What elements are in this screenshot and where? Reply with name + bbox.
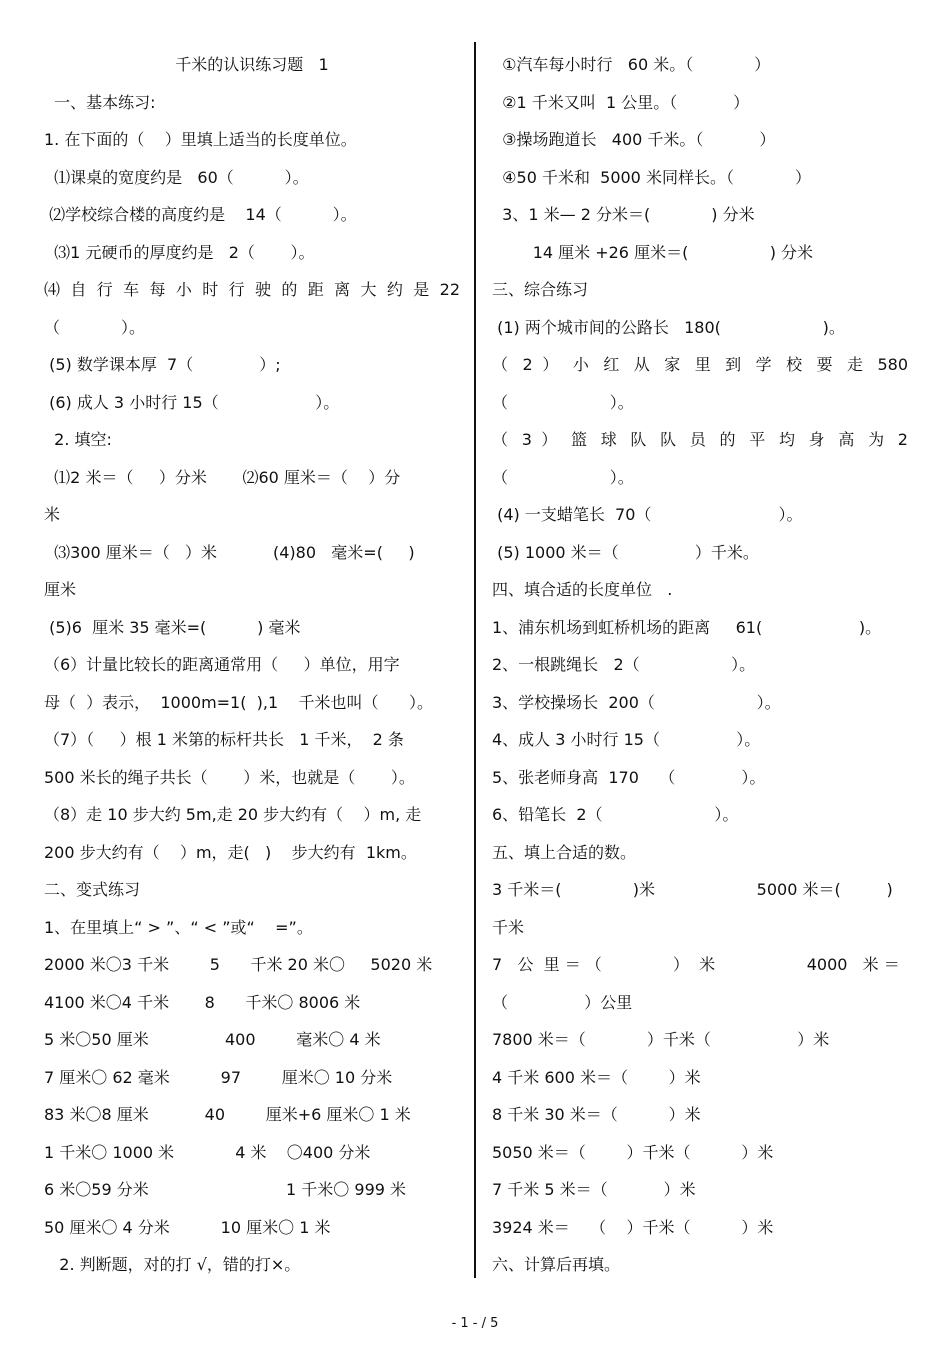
left-column-line: 50 厘米〇 4 分米 10 厘米〇 1 米 <box>44 1217 331 1237</box>
left-column-line: (5)6 厘米 35 毫米=( ) 毫米 <box>44 617 301 637</box>
left-column-line: ⑶1 元硬币的厚度约是 2（ ）。 <box>44 242 315 262</box>
left-column-line: 83 米〇8 厘米 40 厘米+6 厘米〇 1 米 <box>44 1105 411 1124</box>
left-column <box>44 46 460 1284</box>
page-number: - 1 - / 5 <box>451 1316 499 1331</box>
left-column-line: ⑴2 米＝（ ）分米 ⑵60 厘米＝（ ）分 <box>44 467 401 487</box>
right-column-line: 3、1 米— 2 分米＝( ) 分米 <box>492 205 755 224</box>
right-column-line: 3 千米＝( )米 5000 米＝( ) <box>492 880 893 899</box>
right-column-line: 千米 <box>492 917 525 937</box>
right-column-line: 三、综合练习 <box>492 280 589 299</box>
right-column-line: 8 千米 30 米＝（ ）米 <box>492 1105 701 1124</box>
right-column-line: （ 2 ） 小 红 从 家 里 到 学 校 要 走 580 <box>492 355 908 374</box>
right-column-line: （ ）公里 <box>492 992 633 1012</box>
right-column-line: 3、学校操场长 200（ ）。 <box>492 692 781 712</box>
left-column-line: 1、在里填上“ > ”、“ < ”或“ =”。 <box>44 917 313 937</box>
right-column-line: 六、计算后再填。 <box>492 1255 621 1274</box>
left-column-line: 一、基本练习: <box>44 92 156 112</box>
right-column-line: （ 3 ） 篮 球 队 队 员 的 平 均 身 高 为 2 <box>492 430 908 449</box>
left-column-line: 2. 判断题，对的打 √，错的打×。 <box>44 1255 301 1274</box>
left-column-line: 7 厘米〇 62 毫米 97 厘米〇 10 分米 <box>44 1067 393 1087</box>
left-column-line: 厘米 <box>44 580 77 599</box>
right-column-line: 5、张老师身高 170 （ ）。 <box>492 767 766 787</box>
right-column-line: (4) 一支蜡笔长 70（ ）。 <box>492 505 803 524</box>
left-column-line: 1 千米〇 1000 米 4 米 〇400 分米 <box>44 1142 371 1162</box>
right-column-line: 14 厘米 +26 厘米＝( ) 分米 <box>492 242 814 262</box>
left-column-line: (5) 数学课本厚 7（ ）; <box>44 355 281 374</box>
left-column-line: 5 米〇50 厘米 400 毫米〇 4 米 <box>44 1030 381 1049</box>
left-column-line: 4100 米〇4 千米 8 千米〇 8006 米 <box>44 992 361 1012</box>
right-column-line: 4 千米 600 米＝（ ）米 <box>492 1067 701 1087</box>
right-column-line: （ ）。 <box>492 467 634 487</box>
left-column-line: ⑴课桌的宽度约是 60（ ）。 <box>44 167 309 187</box>
right-column-line: 7 公 里 ＝ （ ） 米 4000 米 ＝ <box>492 955 900 974</box>
right-column-line: 1、浦东机场到虹桥机场的距离 61( )。 <box>492 617 882 637</box>
right-column-line: ③操场跑道长 400 千米。（ ） <box>492 130 776 149</box>
left-column-line: 千米的认识练习题 1 <box>175 55 329 74</box>
right-column-line: 5050 米＝（ ）千米（ ）米 <box>492 1142 774 1162</box>
right-column-line: 3924 米＝ （ ）千米（ ）米 <box>492 1217 774 1237</box>
left-column-line: 6 米〇59 分米 1 千米〇 999 米 <box>44 1180 407 1199</box>
right-column-line: 7800 米＝（ ）千米（ ）米 <box>492 1030 830 1049</box>
right-column-line: ②1 千米又叫 1 公里。（ ） <box>492 92 750 112</box>
right-column-line: 4、成人 3 小时行 15（ ）。 <box>492 730 761 749</box>
right-column-line: (1) 两个城市间的公路长 180( )。 <box>492 317 845 337</box>
left-column-line: （6）计量比较长的距离通常用（ ）单位，用字 <box>44 655 400 674</box>
right-column-line: 2、一根跳绳长 2（ ）。 <box>492 655 756 674</box>
right-column-line: 五、填上合适的数。 <box>492 842 637 862</box>
right-column-line: （ ）。 <box>492 392 634 412</box>
left-column-line: ⑶300 厘米＝（ ）米 (4)80 毫米=( ) <box>44 542 415 562</box>
right-column-line: 7 千米 5 米＝（ ）米 <box>492 1180 696 1199</box>
left-column-line: （7）（ ）根 1 米第的标杆共长 1 千米， 2 条 <box>44 730 404 749</box>
left-column-line: 米 <box>44 505 61 524</box>
left-column-line: 2000 米〇3 千米 5 千米 20 米〇 5020 米 <box>44 955 433 974</box>
left-column-line: ⑵学校综合楼的高度约是 14（ ）。 <box>44 205 357 224</box>
right-column-line: ①汽车每小时行 60 米。（ ） <box>492 55 771 74</box>
right-column-line: 6、铅笔长 2（ ）。 <box>492 805 739 824</box>
left-column-line: 1. 在下面的（ ）里填上适当的长度单位。 <box>44 130 357 149</box>
left-column-line: ⑷ 自 行 车 每 小 时 行 驶 的 距 离 大 约 是 22 <box>44 280 460 299</box>
column-divider <box>474 42 476 1278</box>
left-column-line: 200 步大约有（ ）m，走( ) 步大约有 1km。 <box>44 842 417 862</box>
right-column <box>492 46 908 1284</box>
right-column-line: ④50 千米和 5000 米同样长。（ ） <box>492 167 811 187</box>
left-column-line: 500 米长的绳子共长（ ）米，也就是（ ）。 <box>44 767 415 787</box>
right-column-line: 四、填合适的长度单位 . <box>492 580 673 599</box>
left-column-line: （ ）。 <box>44 317 146 337</box>
right-column-line: (5) 1000 米＝（ ）千米。 <box>492 542 759 562</box>
left-column-line: （8）走 10 步大约 5m,走 20 步大约有（ ）m, 走 <box>44 805 422 824</box>
left-column-line: 2. 填空: <box>44 430 112 449</box>
left-column-line: 二、变式练习 <box>44 880 141 899</box>
left-column-line: (6) 成人 3 小时行 15（ ）。 <box>44 392 340 412</box>
left-column-line: 母（ ）表示， 1000m=1( ),1 千米也叫（ ）。 <box>44 692 434 712</box>
